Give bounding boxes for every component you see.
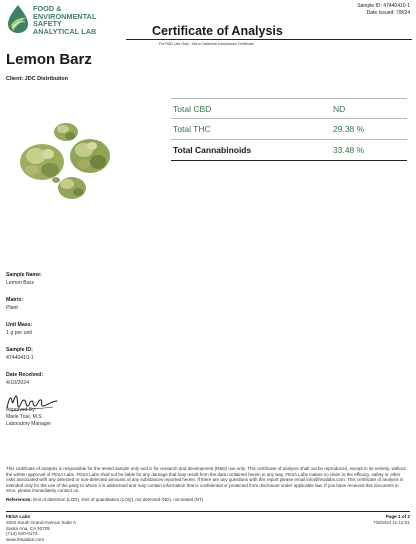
- footer-phone: (714) 540-0172: [6, 531, 38, 537]
- approved-by-label: Approved By:: [6, 407, 37, 413]
- unit-mass-field: [6, 322, 166, 347]
- compliance-note: For R&D Use Only - Not a California Compliance Certificate.: [159, 42, 255, 46]
- field-value: 1 g per unit: [6, 330, 32, 336]
- page-number: Page 1 of 2: [385, 514, 410, 519]
- footer-address: [6, 514, 76, 543]
- result-value: ND: [333, 104, 346, 114]
- field-label: Sample Name:: [6, 272, 42, 278]
- result-label: Total CBD: [173, 104, 212, 114]
- footer-address-line2: Santa Ana, CA 92705: [6, 525, 50, 531]
- product-photo: [12, 118, 118, 204]
- result-label: Total Cannabinoids: [173, 145, 252, 155]
- result-row-total-cannabinoids: [171, 140, 407, 161]
- field-label: Unit Mass:: [6, 322, 33, 328]
- footer-lab-name: FESA Labs: [6, 514, 31, 519]
- field-label: Matrix:: [6, 297, 24, 303]
- product-name: Lemon Barz: [6, 51, 92, 68]
- references-text: limit of detection (LOD), limit of quantitation (LOQ), not detected (ND), not tested (NT): [33, 497, 204, 502]
- footer-timestamp: 7/8/2024 11:12:01: [373, 519, 410, 525]
- date-issued: Date Issued: 7/8/24: [366, 10, 410, 16]
- lab-name: [33, 5, 96, 35]
- result-row-total-thc: [171, 119, 407, 140]
- approval-block: [6, 407, 51, 428]
- field-value: 4/10/2024: [6, 380, 30, 386]
- footer-divider: [6, 511, 410, 512]
- footer-website: www.fesalabs.com: [6, 537, 45, 543]
- field-value: 47440410-1: [6, 355, 34, 361]
- result-row-total-cbd: [171, 98, 407, 119]
- cannabis-bud-image: [20, 123, 110, 199]
- field-label: Sample ID:: [6, 347, 33, 353]
- header-meta: [357, 3, 410, 17]
- references: [6, 497, 410, 502]
- sample-id-top: Sample ID: 47440410-1: [357, 3, 410, 9]
- approver-name: Marie True, M.S.: [6, 414, 43, 420]
- approver-title: Laboratory Manager: [6, 421, 52, 427]
- page-title: Certificate of Analysis: [152, 24, 283, 38]
- lab-name-line: SAFETY: [33, 19, 62, 29]
- header-divider: [126, 39, 412, 40]
- cannabinoid-summary: [171, 98, 407, 161]
- leaf-drop-logo-icon: [6, 4, 30, 34]
- lab-name-line: FOOD &: [33, 4, 62, 13]
- result-value: 33.48 %: [333, 145, 365, 155]
- lab-logo: [6, 4, 136, 36]
- sample-id-field: [6, 347, 166, 372]
- references-label: References:: [6, 497, 32, 502]
- field-value: Lemon Barz: [6, 280, 34, 286]
- disclaimer-text: This certificate of analysis is responsible for the tested sample only and is for research and development (R&D) use only. This certificate of analysis shall not be reproduced, except in its entirety, without the written approval of FESA Labs. FESA Labs shall not be liable for any damage that may result from the data contained herein in any way. FESA Labs makes no claim to the efficacy, safety or other risks associated with any detected or non-detected amounts of any substances reported herein. If there are any questions with this report please email info@fesalabs.com. This certificate of analysis is intended only for the use of the party to whom it is addressed and may contain information that is confidential or protected from disclosure under applicable law. If you have received this document in error, please immediately contact us.: [6, 466, 406, 494]
- lab-name-line: ENVIRONMENTAL: [33, 11, 97, 21]
- footer-page-info: [373, 514, 410, 526]
- result-value: 29.38 %: [333, 124, 365, 134]
- field-value: Plant: [6, 305, 18, 311]
- field-label: Date Received:: [6, 372, 44, 378]
- sample-info: [6, 272, 166, 397]
- matrix-field: [6, 297, 166, 322]
- lab-name-line: ANALYTICAL LAB: [33, 26, 97, 36]
- result-label: Total THC: [173, 124, 211, 134]
- client-name: Client: JDC Distribution: [6, 76, 69, 82]
- sample-name-field: [6, 272, 166, 297]
- footer-address-line1: 2002 South Grand Avenue Suite A: [6, 519, 76, 525]
